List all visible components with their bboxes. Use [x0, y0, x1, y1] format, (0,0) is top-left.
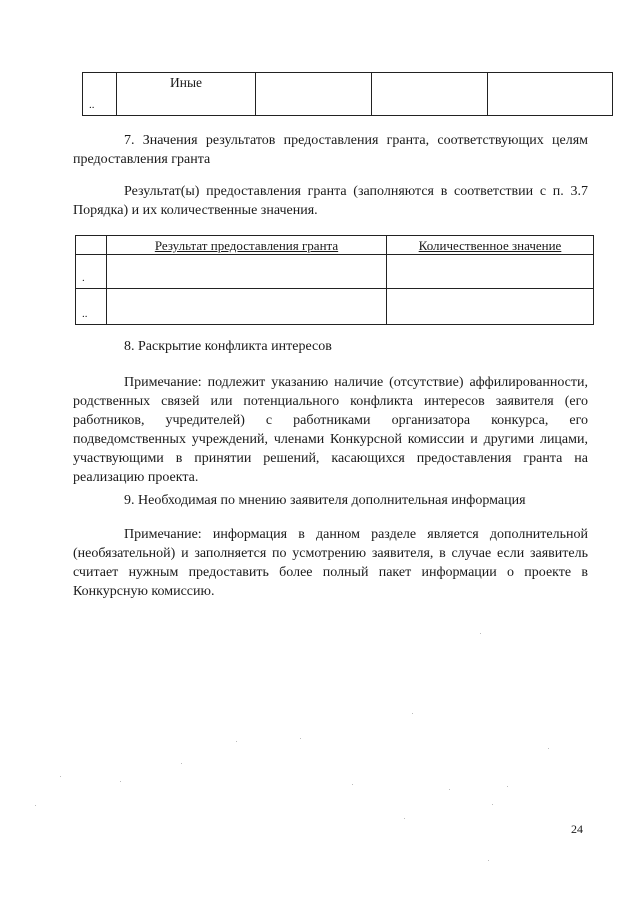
- row-marker: ..: [76, 289, 107, 325]
- table-header-row: [76, 236, 594, 255]
- section-9-heading: 9. Необходимая по мнению заявителя дополнительная информация: [124, 493, 526, 508]
- table-cell: [372, 73, 488, 116]
- section-7-heading: 7. Значения результатов предоставления гранта, соответствующих целям предоставления гранта: [73, 133, 588, 167]
- row-label: Иные: [117, 73, 256, 116]
- table-cell: [387, 255, 594, 289]
- table-row: [76, 289, 594, 325]
- table-cell: [76, 236, 107, 255]
- page-number: 24: [571, 822, 583, 836]
- table-cell: [387, 289, 594, 325]
- top-table: [82, 72, 613, 116]
- table-cell: [488, 73, 613, 116]
- table-cell: [256, 73, 372, 116]
- row-marker: .: [76, 255, 107, 289]
- table-cell: [107, 255, 387, 289]
- table-cell: [107, 289, 387, 325]
- result-column-header: Результат предоставления гранта: [107, 236, 387, 255]
- section-8-heading: 8. Раскрытие конфликта интересов: [124, 339, 332, 354]
- value-column-header: Количественное значение: [387, 236, 594, 255]
- table-row: [83, 73, 613, 116]
- section-8-note: Примечание: подлежит указанию наличие (отсутствие) аффилированности, родственных связей или потенциального конфликта интересов заявителя (его работников, учредителей) с работниками организатора конкурса, его подведомственных учреждений, членами Конкурсной комиссии и другими лицами, участвующими в принятии решений, касающихся предоставления гранта на реализацию проекта.: [73, 375, 588, 485]
- results-table: [75, 235, 594, 325]
- section-7-text: Результат(ы) предоставления гранта (заполняются в соответствии с п. 3.7 Порядка) и их количественные значения.: [73, 184, 588, 218]
- row-marker: ..: [83, 73, 117, 116]
- section-9-note: Примечание: информация в данном разделе является дополнительной (необязательной) и заполняется по усмотрению заявителя, в случае если заявитель считает нужным предоставить более полный пакет информации о проекте в Конкурсную комиссию.: [73, 527, 588, 599]
- table-row: [76, 255, 594, 289]
